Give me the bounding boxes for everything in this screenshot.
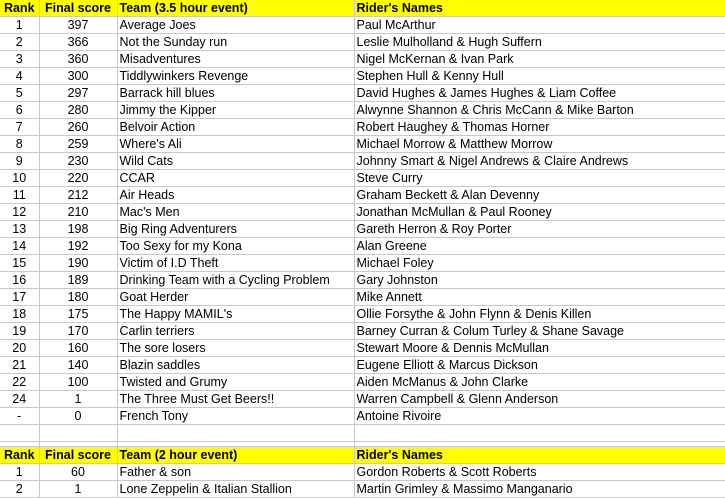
final-score-cell[interactable]: 198 bbox=[39, 221, 117, 238]
final-score-cell[interactable]: 0 bbox=[39, 408, 117, 425]
table-row bbox=[0, 34, 725, 51]
header-final-score[interactable]: Final score bbox=[39, 0, 117, 17]
table-row bbox=[0, 119, 725, 136]
final-score-cell[interactable]: 192 bbox=[39, 238, 117, 255]
table-row bbox=[0, 204, 725, 221]
riders-cell[interactable]: Steve Curry bbox=[354, 170, 725, 187]
team-cell[interactable]: The Happy MAMIL's bbox=[117, 306, 354, 323]
empty-cell[interactable] bbox=[117, 425, 354, 442]
final-score-cell[interactable]: 212 bbox=[39, 187, 117, 204]
riders-cell[interactable]: Antoine Rivoire bbox=[354, 408, 725, 425]
riders-cell[interactable]: Warren Campbell & Glenn Anderson bbox=[354, 391, 725, 408]
rank-cell[interactable]: 14 bbox=[0, 238, 39, 255]
table-row bbox=[0, 187, 725, 204]
rank-cell[interactable]: 8 bbox=[0, 136, 39, 153]
table-row bbox=[0, 255, 725, 272]
team-cell[interactable]: Father & son bbox=[117, 464, 354, 481]
riders-cell[interactable]: Mike Annett bbox=[354, 289, 725, 306]
riders-cell[interactable]: Gordon Roberts & Scott Roberts bbox=[354, 464, 725, 481]
final-score-cell[interactable]: 190 bbox=[39, 255, 117, 272]
table-row bbox=[0, 238, 725, 255]
rank-cell[interactable]: 10 bbox=[0, 170, 39, 187]
riders-cell[interactable]: Nigel McKernan & Ivan Park bbox=[354, 51, 725, 68]
final-score-cell[interactable]: 60 bbox=[39, 464, 117, 481]
rank-cell[interactable]: 16 bbox=[0, 272, 39, 289]
rank-cell[interactable]: 18 bbox=[0, 306, 39, 323]
final-score-cell[interactable]: 360 bbox=[39, 51, 117, 68]
header-team[interactable]: Team (3.5 hour event) bbox=[117, 0, 354, 17]
table-row bbox=[0, 357, 725, 374]
table-row bbox=[0, 68, 725, 85]
team-cell[interactable]: Victim of I.D Theft bbox=[117, 255, 354, 272]
table-row bbox=[0, 51, 725, 68]
rank-cell[interactable]: 1 bbox=[0, 464, 39, 481]
riders-cell[interactable]: Barney Curran & Colum Turley & Shane Savage bbox=[354, 323, 725, 340]
rank-cell[interactable]: 20 bbox=[0, 340, 39, 357]
team-cell[interactable]: Misadventures bbox=[117, 51, 354, 68]
team-cell[interactable]: Too Sexy for my Kona bbox=[117, 238, 354, 255]
table-row bbox=[0, 289, 725, 306]
rank-cell[interactable]: 9 bbox=[0, 153, 39, 170]
final-score-cell[interactable]: 300 bbox=[39, 68, 117, 85]
header-final-score[interactable]: Final score bbox=[39, 447, 117, 464]
team-cell[interactable]: The sore losers bbox=[117, 340, 354, 357]
team-cell[interactable]: Lone Zeppelin & Italian Stallion bbox=[117, 481, 354, 498]
header-rank[interactable]: Rank bbox=[0, 447, 39, 464]
empty-cell[interactable] bbox=[39, 425, 117, 442]
riders-cell[interactable]: Martin Grimley & Massimo Manganario bbox=[354, 481, 725, 498]
riders-cell[interactable]: Michael Morrow & Matthew Morrow bbox=[354, 136, 725, 153]
team-cell[interactable]: The Three Must Get Beers!! bbox=[117, 391, 354, 408]
team-cell[interactable]: Jimmy the Kipper bbox=[117, 102, 354, 119]
table-row bbox=[0, 408, 725, 425]
table-row bbox=[0, 221, 725, 238]
rank-cell[interactable]: 13 bbox=[0, 221, 39, 238]
final-score-cell[interactable]: 259 bbox=[39, 136, 117, 153]
header-riders[interactable]: Rider's Names bbox=[354, 0, 725, 17]
empty-row bbox=[0, 425, 725, 442]
riders-cell[interactable]: Alan Greene bbox=[354, 238, 725, 255]
team-cell[interactable]: Mac's Men bbox=[117, 204, 354, 221]
final-score-cell[interactable]: 220 bbox=[39, 170, 117, 187]
final-score-cell[interactable]: 366 bbox=[39, 34, 117, 51]
final-score-cell[interactable]: 100 bbox=[39, 374, 117, 391]
team-cell[interactable]: Twisted and Grumy bbox=[117, 374, 354, 391]
riders-cell[interactable]: Gareth Herron & Roy Porter bbox=[354, 221, 725, 238]
riders-cell[interactable]: Michael Foley bbox=[354, 255, 725, 272]
team-cell[interactable]: French Tony bbox=[117, 408, 354, 425]
rank-cell[interactable]: 5 bbox=[0, 85, 39, 102]
riders-cell[interactable]: Paul McArthur bbox=[354, 17, 725, 34]
team-cell[interactable]: Blazin saddles bbox=[117, 357, 354, 374]
table-row bbox=[0, 85, 725, 102]
final-score-cell[interactable]: 230 bbox=[39, 153, 117, 170]
riders-cell[interactable]: Robert Haughey & Thomas Horner bbox=[354, 119, 725, 136]
final-score-cell[interactable]: 1 bbox=[39, 481, 117, 498]
team-cell[interactable]: Big Ring Adventurers bbox=[117, 221, 354, 238]
final-score-cell[interactable]: 397 bbox=[39, 17, 117, 34]
team-cell[interactable]: Goat Herder bbox=[117, 289, 354, 306]
table-row bbox=[0, 136, 725, 153]
table-row bbox=[0, 464, 725, 481]
empty-cell[interactable] bbox=[0, 425, 39, 442]
rank-cell[interactable]: 24 bbox=[0, 391, 39, 408]
final-score-cell[interactable]: 210 bbox=[39, 204, 117, 221]
final-score-cell[interactable]: 280 bbox=[39, 102, 117, 119]
team-cell[interactable]: Barrack hill blues bbox=[117, 85, 354, 102]
riders-cell[interactable]: Leslie Mulholland & Hugh Suffern bbox=[354, 34, 725, 51]
header-row bbox=[0, 0, 725, 17]
rank-cell[interactable]: 1 bbox=[0, 17, 39, 34]
header-row bbox=[0, 447, 725, 464]
rank-cell[interactable]: 4 bbox=[0, 68, 39, 85]
rank-cell[interactable]: 15 bbox=[0, 255, 39, 272]
team-cell[interactable]: Average Joes bbox=[117, 17, 354, 34]
table-row bbox=[0, 153, 725, 170]
rank-cell[interactable]: 2 bbox=[0, 34, 39, 51]
final-score-cell[interactable]: 180 bbox=[39, 289, 117, 306]
team-cell[interactable]: Not the Sunday run bbox=[117, 34, 354, 51]
rank-cell[interactable]: 2 bbox=[0, 481, 39, 498]
team-cell[interactable]: Tiddlywinkers Revenge bbox=[117, 68, 354, 85]
riders-cell[interactable]: Alwynne Shannon & Chris McCann & Mike Barton bbox=[354, 102, 725, 119]
header-rank[interactable]: Rank bbox=[0, 0, 39, 17]
team-cell[interactable]: Air Heads bbox=[117, 187, 354, 204]
header-riders[interactable]: Rider's Names bbox=[354, 447, 725, 464]
rank-cell[interactable]: 22 bbox=[0, 374, 39, 391]
table-row bbox=[0, 102, 725, 119]
team-cell[interactable]: Wild Cats bbox=[117, 153, 354, 170]
riders-cell[interactable]: Stephen Hull & Kenny Hull bbox=[354, 68, 725, 85]
rank-cell[interactable]: 11 bbox=[0, 187, 39, 204]
riders-cell[interactable]: Jonathan McMullan & Paul Rooney bbox=[354, 204, 725, 221]
riders-cell[interactable]: Stewart Moore & Dennis McMullan bbox=[354, 340, 725, 357]
header-team[interactable]: Team (2 hour event) bbox=[117, 447, 354, 464]
rank-cell[interactable]: - bbox=[0, 408, 39, 425]
table-row bbox=[0, 481, 725, 498]
riders-cell[interactable]: Eugene Elliott & Marcus Dickson bbox=[354, 357, 725, 374]
riders-cell[interactable]: Gary Johnston bbox=[354, 272, 725, 289]
table-row bbox=[0, 340, 725, 357]
riders-cell[interactable]: Aiden McManus & John Clarke bbox=[354, 374, 725, 391]
riders-cell[interactable]: Graham Beckett & Alan Devenny bbox=[354, 187, 725, 204]
table-row bbox=[0, 391, 725, 408]
table-row bbox=[0, 306, 725, 323]
riders-cell[interactable]: Ollie Forsythe & John Flynn & Denis Killen bbox=[354, 306, 725, 323]
rank-cell[interactable]: 21 bbox=[0, 357, 39, 374]
rank-cell[interactable]: 17 bbox=[0, 289, 39, 306]
table-row bbox=[0, 17, 725, 34]
riders-cell[interactable]: Johnny Smart & Nigel Andrews & Claire Andrews bbox=[354, 153, 725, 170]
final-score-cell[interactable]: 1 bbox=[39, 391, 117, 408]
riders-cell[interactable]: David Hughes & James Hughes & Liam Coffee bbox=[354, 85, 725, 102]
rank-cell[interactable]: 6 bbox=[0, 102, 39, 119]
rank-cell[interactable]: 3 bbox=[0, 51, 39, 68]
final-score-cell[interactable]: 175 bbox=[39, 306, 117, 323]
final-score-cell[interactable]: 160 bbox=[39, 340, 117, 357]
rank-cell[interactable]: 19 bbox=[0, 323, 39, 340]
final-score-cell[interactable]: 170 bbox=[39, 323, 117, 340]
rank-cell[interactable]: 12 bbox=[0, 204, 39, 221]
final-score-cell[interactable]: 260 bbox=[39, 119, 117, 136]
final-score-cell[interactable]: 297 bbox=[39, 85, 117, 102]
team-cell[interactable]: Belvoir Action bbox=[117, 119, 354, 136]
table-row bbox=[0, 323, 725, 340]
rank-cell[interactable]: 7 bbox=[0, 119, 39, 136]
team-cell[interactable]: CCAR bbox=[117, 170, 354, 187]
final-score-cell[interactable]: 189 bbox=[39, 272, 117, 289]
team-cell[interactable]: Drinking Team with a Cycling Problem bbox=[117, 272, 354, 289]
table-row bbox=[0, 272, 725, 289]
table-row bbox=[0, 170, 725, 187]
empty-cell[interactable] bbox=[354, 425, 725, 442]
team-cell[interactable]: Carlin terriers bbox=[117, 323, 354, 340]
final-score-cell[interactable]: 140 bbox=[39, 357, 117, 374]
table-row bbox=[0, 374, 725, 391]
team-cell[interactable]: Where's Ali bbox=[117, 136, 354, 153]
